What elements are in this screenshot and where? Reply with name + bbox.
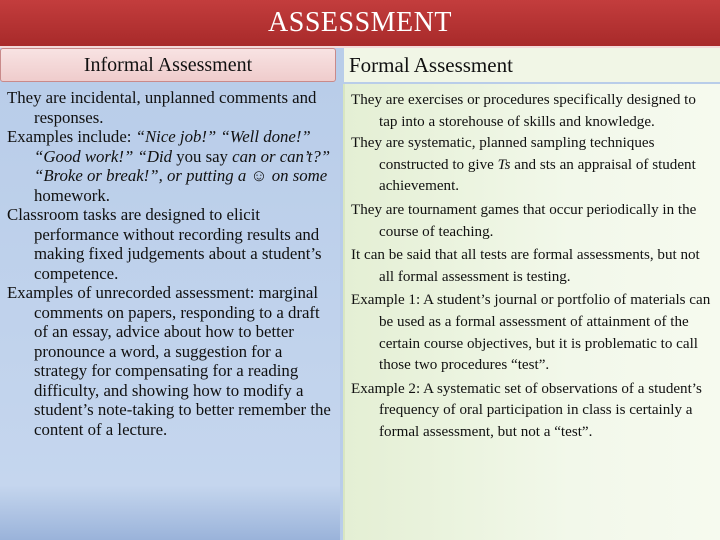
informal-paragraph-3: Classroom tasks are designed to elicit performance without recording results and making fixed judgements about a student’s competence.: [7, 205, 322, 283]
formal-paragraph-3: They are tournament games that occur periodically in the course of teaching.: [351, 201, 697, 240]
formal-paragraph-2-start: They are systematic, planned sampling techniques constructed to give: [351, 135, 655, 173]
informal-assessment-panel: [0, 84, 340, 540]
slide-title: ASSESSMENT: [0, 0, 720, 48]
formal-assessment-panel: [343, 84, 720, 540]
formal-paragraph-5: Example 1: A student’s journal or portfolio of materials can be used as a formal assessment of attainment of the certain course objectives, but it is problematic to call those two procedures “test”.: [351, 292, 711, 374]
formal-assessment-header: Formal Assessment: [344, 48, 720, 82]
informal-paragraph-1: They are incidental, unplanned comments and responses.: [7, 88, 317, 127]
informal-paragraph-2: [7, 127, 337, 205]
example-quotes-2: can or can’t?” “Broke or break!”, or putting a ☺ on some: [34, 146, 331, 185]
formal-paragraph-6: Example 2: A systematic set of observations of a student’s frequency of oral participation in class is certainly a formal assessment, but not a “test”.: [351, 380, 702, 440]
formal-paragraph-2-end: and sts an appraisal of student achievement.: [379, 156, 696, 195]
informal-paragraph-4: Examples of unrecorded assessment: marginal comments on papers, responding to a draft of an essay, advice about how to better pronounce a word, a suggestion for a strategy for compensating for a reading difficulty, and showing how to modify a student’s note-taking to better remember the content of a lecture.: [7, 283, 331, 439]
example-quotes-1: “Nice job!” “Well done!” “Good work!” “Did: [34, 127, 311, 166]
informal-assessment-header: Informal Assessment: [0, 48, 336, 82]
formal-paragraph-1: They are exercises or procedures specifically designed to tap into a storehouse of skills and knowledge.: [351, 92, 696, 130]
formal-assessment-text: [351, 90, 717, 444]
examples-label: Examples include:: [7, 127, 136, 146]
formal-paragraph-2: [351, 133, 717, 198]
informal-assessment-text: [7, 88, 337, 439]
example-end: homework.: [34, 185, 110, 205]
example-connector: you say: [172, 146, 233, 166]
ts-abbreviation: Ts: [497, 156, 511, 173]
formal-paragraph-4: It can be said that all tests are formal assessments, but not all formal assessment is testing.: [351, 247, 700, 285]
